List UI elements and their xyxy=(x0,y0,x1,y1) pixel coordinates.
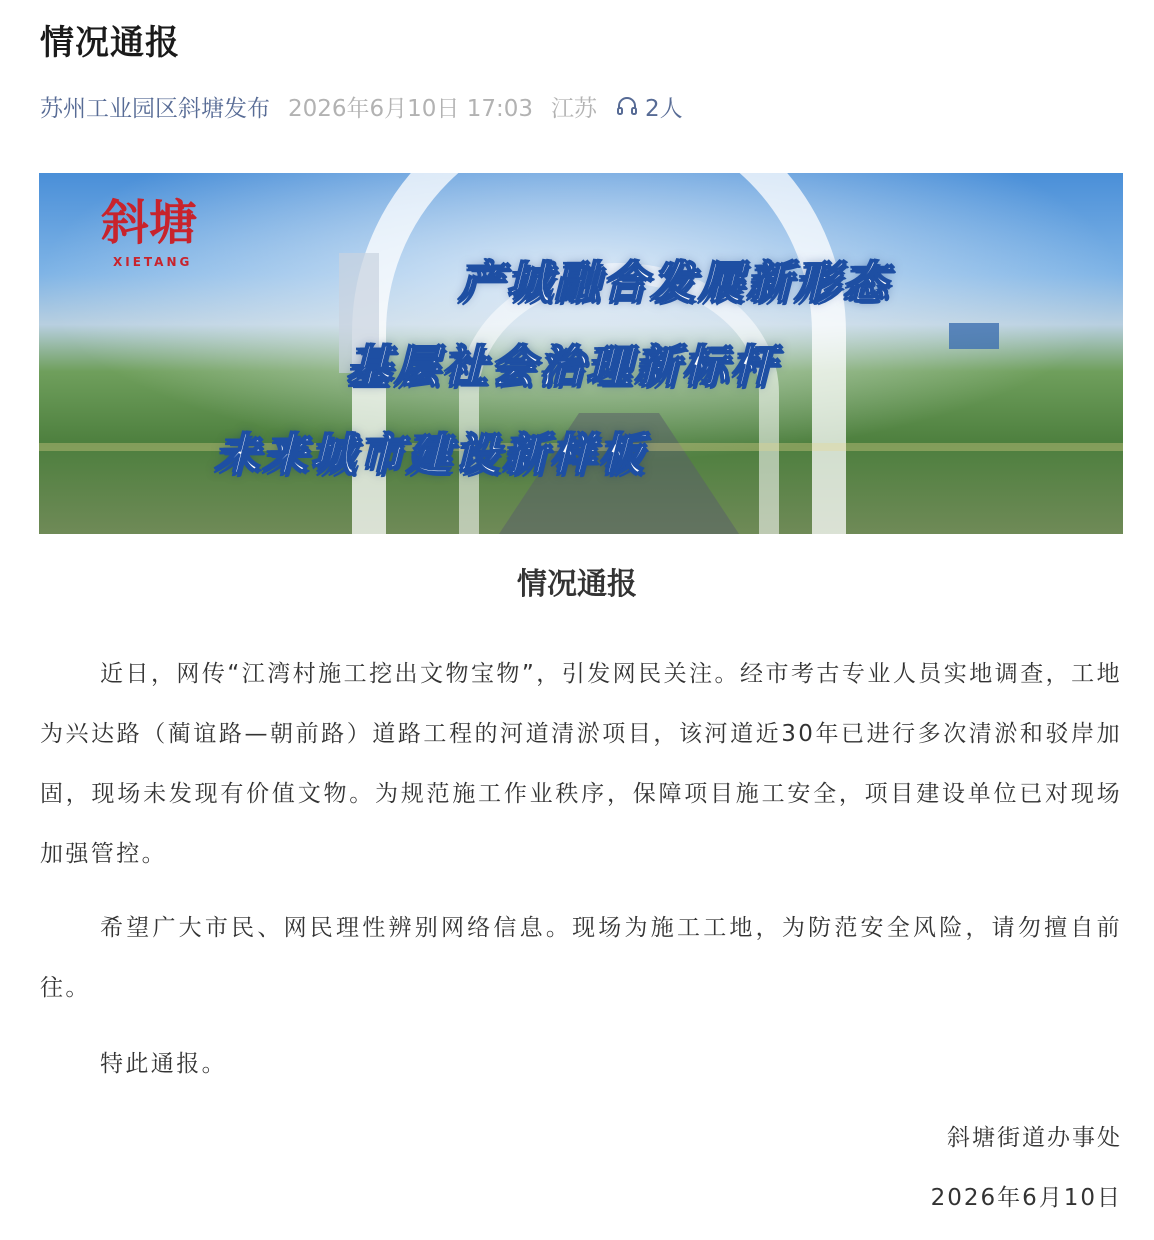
banner-image[interactable] xyxy=(39,173,1123,534)
signature: 斜塘街道办事处 xyxy=(947,1125,1122,1151)
publish-date: 2026年6月10日 17:03 xyxy=(288,95,534,122)
listen-count: 2人 xyxy=(645,95,683,122)
banner-slogan: 基层社会治理新标杆 xyxy=(347,342,779,393)
banner-slogan: 未来城市建设新样板 xyxy=(215,430,647,481)
publish-region: 江苏 xyxy=(551,95,598,122)
signature-date: 2026年6月10日 xyxy=(930,1185,1122,1211)
account-name-link[interactable]: 苏州工业园区斜塘发布 xyxy=(40,95,270,122)
page-title: 情况通报 xyxy=(40,23,180,63)
banner-brand-sub: XIETANG xyxy=(113,255,193,269)
banner-brand-logo: 斜塘 xyxy=(101,195,198,251)
banner-slogan: 产城融合发展新形态 xyxy=(459,258,891,309)
headphones-icon xyxy=(615,94,639,118)
article-meta xyxy=(40,86,683,126)
article-paragraph: 近日，网传“江湾村施工挖出文物宝物”，引发网民关注。经市考古专业人员实地调查，工地为兴达路（蔺谊路—朝前路）道路工程的河道清淤项目，该河道近30年已进行多次清淤和驳岸加固，现场未发现有价值文物。为规范施工作业秩序，保障项目施工安全，项目建设单位已对现场加强管控。 xyxy=(40,661,1122,867)
listen-button[interactable] xyxy=(615,90,683,123)
article-heading: 情况通报 xyxy=(517,567,637,602)
article-paragraph: 希望广大市民、网民理性辨别网络信息。现场为施工工地，为防范安全风险，请勿擅自前往。 xyxy=(40,915,1122,1001)
article-paragraph: 特此通报。 xyxy=(100,1051,227,1077)
